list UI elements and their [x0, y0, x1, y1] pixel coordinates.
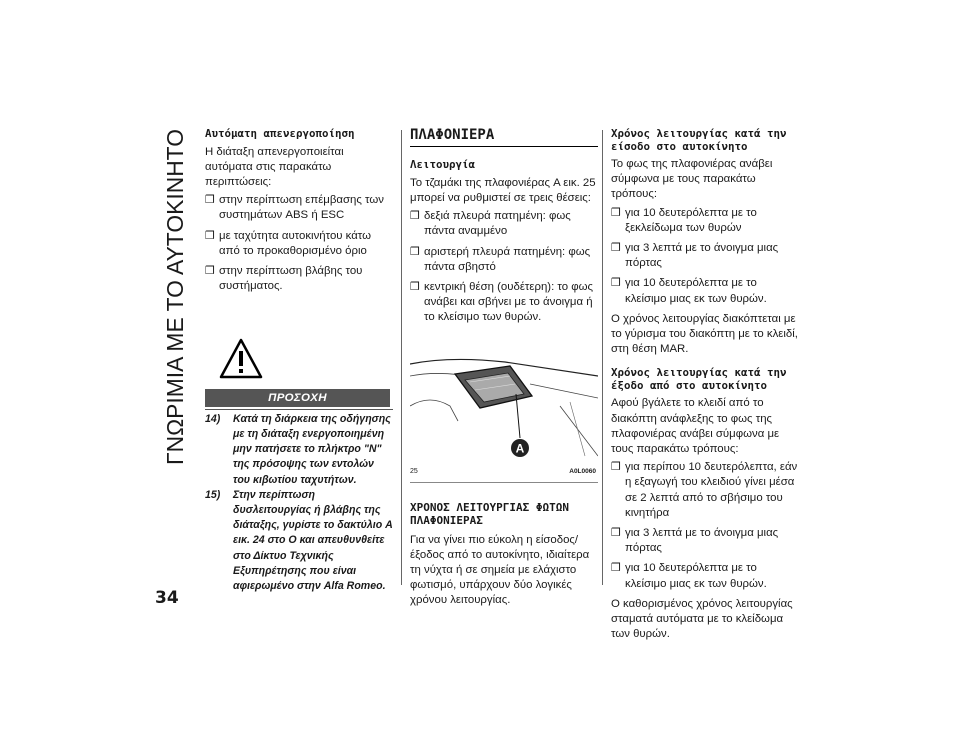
auto-deactivation-heading: Αυτόματη απενεργοποίηση [205, 127, 355, 140]
checkbox-bullet-icon: ❒ [410, 280, 420, 293]
exit-timing-list [611, 460, 801, 592]
list-item: ❒ για 3 λεπτά με το άνοιγμα μιας πόρτας [611, 242, 779, 270]
warning-triangle-icon [219, 337, 263, 381]
entry-timing-heading: Χρόνος λειτουργίας κατά την είσοδο στο αυτοκίνητο [611, 127, 787, 153]
operation-heading: Λειτουργία [410, 158, 476, 172]
list-item: ❒ αριστερή πλευρά πατημένη: φως πάντα σβηστό [410, 245, 591, 273]
entry-timing-list [611, 206, 801, 307]
column-2 [410, 128, 598, 612]
warning-item: 15) Στην περίπτωση δυσλειτουργίας ή βλάβης της διάταξης, γυρίστε το δακτύλιο A εικ. 24 στο O και απευθυνθείτε στο Δίκτυο Τεχνικής Εξυπηρέτησης που είναι αφιερωμένο στην Alfa Romeo. [205, 488, 393, 592]
list-item: ❒ για 10 δευτερόλεπτα με το κλείσιμο μιας εκ των θυρών. [611, 277, 767, 305]
section-side-title-svg [131, 125, 195, 470]
list-item: ❒ για 10 δευτερόλεπτα με το ξεκλείδωμα των θυρών [611, 206, 757, 234]
list-item: ❒ στην περίπτωση επέμβασης των συστημάτων ABS ή ESC [205, 194, 384, 222]
checkbox-bullet-icon: ❒ [205, 194, 215, 207]
section-side-title [131, 125, 195, 470]
exit-timing-heading: Χρόνος λειτουργίας κατά την έξοδο από στο αυτοκίνητο [611, 366, 787, 392]
checkbox-bullet-icon: ❒ [205, 229, 215, 242]
light-positions-list [410, 209, 598, 325]
exit-timing-intro: Αφού βγάλετε το κλειδί από το διακόπτη ανάφλεξης το φως της πλαφονιέρας ανάβει σύμφωνα με τους παρακάτω τρόπους: [611, 397, 780, 456]
figure-number: 25 [410, 468, 418, 476]
warning-box [205, 409, 393, 594]
warning-item: 14) Κατά τη διάρκεια της οδήγησης με τη διάταξη ενεργοποιημένη μην πατήσετε το πλήκτρο "N" της πρόσοψης των εντολών του κιβωτίου ταχυτήτων. [205, 412, 391, 486]
warning-list [205, 412, 393, 594]
ceiling-light-figure [410, 336, 598, 483]
checkbox-bullet-icon: ❒ [611, 461, 621, 474]
list-item: ❒ κεντρική θέση (ουδέτερη): το φως ανάβει και σβήνει με το άνοιγμα ή το κλείσιμο των θυρών. [410, 280, 594, 324]
column-1 [205, 128, 393, 594]
section-side-title-text: ΓΝΩΡΙΜΙΑ ΜΕ ΤΟ ΑΥΤΟΚΙΝΗΤΟ [162, 126, 188, 465]
figure-callout-label: A [515, 441, 525, 456]
column-divider-2 [602, 130, 603, 585]
checkbox-bullet-icon: ❒ [611, 206, 621, 219]
list-item: ❒ στην περίπτωση βλάβης του συστήματος. [205, 264, 363, 293]
ceiling-light-illustration [410, 336, 598, 474]
auto-deactivation-intro: Η διάταξη απενεργοποιείται αυτόματα στις παρακάτω περιπτώσεις: [205, 145, 344, 188]
ceiling-light-title: ΠΛΑΦΟΝΙΕΡΑ [410, 128, 598, 147]
list-item: ❒ για 3 λεπτά με το άνοιγμα μιας πόρτας [611, 527, 779, 555]
entry-timing-note: Ο χρόνος λειτουργίας διακόπτεται με το γύρισμα του διακόπτη με το κλειδί, στη θέση MAR. [611, 312, 798, 356]
checkbox-bullet-icon: ❒ [611, 562, 621, 575]
column-3 [611, 128, 801, 645]
column-divider-1 [401, 130, 402, 585]
warning-title-bar: ΠΡΟΣΟΧΗ [205, 389, 390, 407]
list-item: ❒ για 10 δευτερόλεπτα με το κλείσιμο μιας εκ των θυρών. [611, 562, 767, 590]
checkbox-bullet-icon: ❒ [611, 527, 621, 540]
checkbox-bullet-icon: ❒ [611, 277, 621, 290]
entry-timing-intro: Το φως της πλαφονιέρας ανάβει σύμφωνα με τους παρακάτω τρόπους: [611, 158, 773, 201]
exit-timing-note: Ο καθορισμένος χρόνος λειτουργίας σταματά αυτόματα με το κλείδωμα των θυρών. [611, 597, 793, 641]
list-item: ❒ για περίπου 10 δευτερόλεπτα, εάν η εξαγωγή του κλειδιού γίνει μέσα σε 2 λεπτά από το σβήσιμο του κινητήρα [611, 461, 798, 519]
operation-intro: Το τζαμάκι της πλαφονιέρας A εικ. 25 μπορεί να ρυθμιστεί σε τρεις θέσεις: [410, 176, 596, 204]
list-item: ❒ με ταχύτητα αυτοκινήτου κάτω από το προκαθορισμένο όριο [205, 229, 372, 257]
timing-body: Για να γίνει πιο εύκολη η είσοδος/έξοδος από το αυτοκίνητο, ιδιαίτερα τη νύχτα ή σε σημεία με ελάχιστο φωτισμό, υπάρχουν δύο λογικές χρόνου λειτουργίας. [410, 533, 590, 607]
checkbox-bullet-icon: ❒ [410, 245, 420, 258]
checkbox-bullet-icon: ❒ [205, 264, 215, 277]
timing-heading: ΧΡΟΝΟΣ ΛΕΙΤΟΥΡΓΙΑΣ ΦΩΤΩΝ ΠΛΑΦΟΝΙΕΡΑΣ [410, 500, 569, 527]
checkbox-bullet-icon: ❒ [410, 210, 420, 223]
figure-code: A0L0060 [569, 468, 596, 476]
auto-deactivation-list [205, 193, 393, 294]
page-number: 34 [155, 588, 179, 608]
checkbox-bullet-icon: ❒ [611, 242, 621, 255]
list-item: ❒ δεξιά πλευρά πατημένη: φως πάντα αναμμένο [410, 210, 571, 238]
